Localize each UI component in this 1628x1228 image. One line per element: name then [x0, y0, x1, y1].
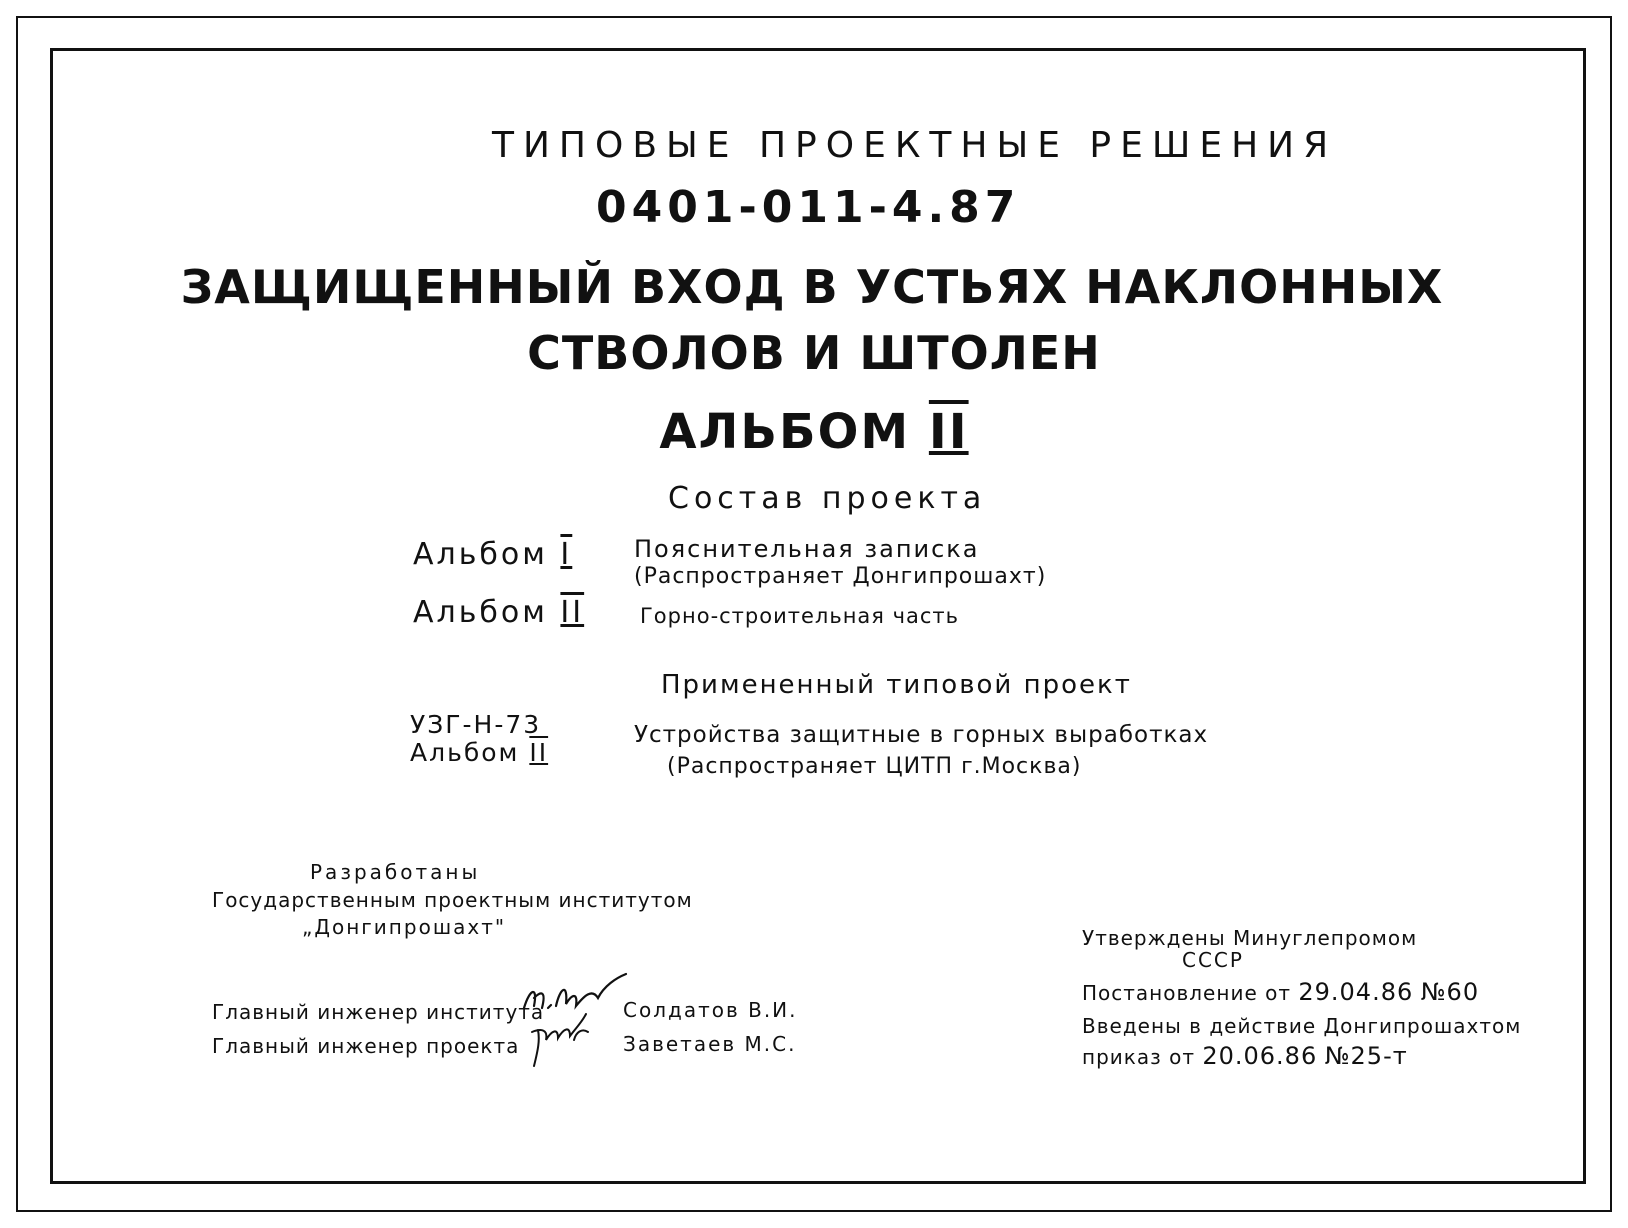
approval-enacted: Введены в действие Донгипрошахтом: [1082, 1014, 1522, 1038]
approval-line1: Утверждены Минуглепромом: [1082, 926, 1418, 950]
applied-code: УЗГ-Н-73: [410, 710, 542, 739]
approval-resolution: [1082, 980, 1479, 1004]
approval-line2: СССР: [1182, 948, 1244, 972]
composition-album-1: [413, 537, 573, 572]
composition-album-1-number: I: [560, 537, 573, 572]
applied-album-label: Альбом: [410, 738, 520, 767]
approval-resolution-number: №60: [1420, 978, 1480, 1006]
approval-order-number: №25-т: [1324, 1042, 1408, 1070]
approval-order-date: 20.06.86: [1202, 1042, 1318, 1070]
composition-item-2-description: Горно-строительная часть: [640, 604, 960, 628]
applied-heading: Примененный типовой проект: [661, 670, 1132, 700]
approval-order: [1082, 1044, 1408, 1068]
signatory-1-role: Главный инженер института: [212, 1000, 545, 1024]
approval-resolution-date: 29.04.86: [1298, 978, 1414, 1006]
project-title-line2: СТВОЛОВ И ШТОЛЕН: [527, 326, 1101, 380]
composition-album-2-number: II: [560, 595, 585, 630]
album-heading-number: II: [928, 404, 969, 460]
composition-item-1-description: Пояснительная записка: [634, 535, 980, 563]
composition-item-1-note: (Распространяет Донгипрошахт): [634, 564, 1047, 589]
applied-album: [410, 740, 548, 765]
approval-order-label: приказ от: [1082, 1045, 1195, 1069]
composition-album-2-label: Альбом: [413, 595, 548, 630]
signatory-1-name: Солдатов В.И.: [623, 998, 798, 1022]
album-heading: [0, 404, 1628, 460]
album-heading-label: АЛЬБОМ: [659, 404, 911, 460]
signatory-2-role: Главный инженер проекта: [212, 1034, 520, 1058]
composition-album-2: [413, 595, 585, 630]
applied-description: Устройства защитные в горных выработках: [634, 722, 1209, 748]
applied-album-number: II: [529, 738, 549, 767]
developer-line2: Государственным проектным институтом: [212, 888, 693, 912]
signature-2-icon: [528, 1010, 598, 1070]
series-title: ТИПОВЫЕ ПРОЕКТНЫЕ РЕШЕНИЯ: [492, 125, 1338, 166]
signatory-2-name: Заветаев М.С.: [623, 1032, 797, 1056]
composition-album-1-label: Альбом: [413, 537, 548, 572]
project-title-line1: ЗАЩИЩЕННЫЙ ВХОД В УСТЬЯХ НАКЛОННЫХ: [180, 260, 1444, 314]
developer-line3: „Донгипрошахт": [302, 915, 507, 939]
applied-note: (Распространяет ЦИТП г.Москва): [667, 754, 1082, 779]
composition-heading: Состав проекта: [668, 481, 987, 516]
project-code: 0401-011-4.87: [596, 182, 1021, 233]
approval-resolution-label: Постановление от: [1082, 981, 1291, 1005]
developer-line1: Разработаны: [310, 860, 481, 884]
